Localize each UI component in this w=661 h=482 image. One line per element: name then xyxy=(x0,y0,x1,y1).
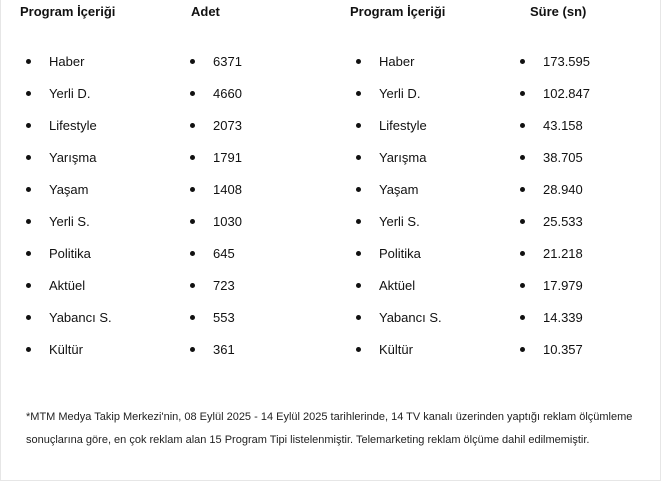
right-duration-cell: 38.705 xyxy=(543,150,583,165)
bullet-icon xyxy=(356,187,361,192)
bullet-icon xyxy=(520,219,525,224)
header-program-content-left: Program İçeriği xyxy=(20,4,116,19)
bullet-icon xyxy=(26,251,31,256)
left-count-cell: 723 xyxy=(213,278,235,293)
right-duration-cell: 17.979 xyxy=(543,278,583,293)
right-program-cell: Haber xyxy=(379,54,415,69)
left-count-cell: 2073 xyxy=(213,118,242,133)
bullet-icon xyxy=(520,251,525,256)
right-duration-cell: 14.339 xyxy=(543,310,583,325)
bullet-icon xyxy=(190,315,195,320)
bullet-icon xyxy=(26,123,31,128)
left-program-cell: Haber xyxy=(49,54,85,69)
bullet-icon xyxy=(356,91,361,96)
right-program-cell: Yerli D. xyxy=(379,86,421,101)
bullet-icon xyxy=(190,187,195,192)
right-program-cell: Politika xyxy=(379,246,421,261)
left-program-cell: Yarışma xyxy=(49,150,97,165)
table-row xyxy=(0,84,661,104)
right-program-cell: Yabancı S. xyxy=(379,310,442,325)
right-duration-cell: 21.218 xyxy=(543,246,583,261)
left-program-cell: Yerli S. xyxy=(49,214,90,229)
table-row xyxy=(0,244,661,264)
table-row xyxy=(0,148,661,168)
bullet-icon xyxy=(520,123,525,128)
bullet-icon xyxy=(190,91,195,96)
left-count-cell: 1030 xyxy=(213,214,242,229)
right-program-cell: Lifestyle xyxy=(379,118,427,133)
right-duration-cell: 10.357 xyxy=(543,342,583,357)
bullet-icon xyxy=(190,59,195,64)
bullet-icon xyxy=(356,315,361,320)
bullet-icon xyxy=(356,283,361,288)
footnote: *MTM Medya Takip Merkezi'nin, 08 Eylül 2025 - 14 Eylül 2025 tarihlerinde, 14 TV kanalı üzerinden yaptığı reklam ölçümleme sonuçlarına göre, en çok reklam alan 15 Program Tipi listelenmiştir. Telemarketing reklam ölçüme dahil edilmemiştir. xyxy=(26,411,633,446)
bullet-icon xyxy=(26,347,31,352)
left-program-cell: Aktüel xyxy=(49,278,86,293)
bullet-icon xyxy=(190,251,195,256)
bullet-icon xyxy=(520,283,525,288)
left-program-cell: Yabancı S. xyxy=(49,310,112,325)
bullet-icon xyxy=(190,123,195,128)
bullet-icon xyxy=(356,219,361,224)
right-duration-cell: 28.940 xyxy=(543,182,583,197)
left-count-cell: 1791 xyxy=(213,150,242,165)
table-row xyxy=(0,52,661,72)
left-count-cell: 645 xyxy=(213,246,235,261)
left-program-cell: Politika xyxy=(49,246,91,261)
bullet-icon xyxy=(520,347,525,352)
right-duration-cell: 25.533 xyxy=(543,214,583,229)
right-duration-cell: 102.847 xyxy=(543,86,590,101)
bullet-icon xyxy=(190,283,195,288)
right-program-cell: Yaşam xyxy=(379,182,419,197)
table-row xyxy=(0,276,661,296)
bullet-icon xyxy=(26,91,31,96)
bullet-icon xyxy=(356,59,361,64)
table-row xyxy=(0,340,661,360)
left-program-cell: Yaşam xyxy=(49,182,89,197)
header-program-content-right: Program İçeriği xyxy=(350,4,446,19)
bullet-icon xyxy=(356,155,361,160)
bullet-icon xyxy=(356,123,361,128)
bullet-icon xyxy=(520,91,525,96)
right-program-cell: Yarışma xyxy=(379,150,427,165)
left-count-cell: 553 xyxy=(213,310,235,325)
table-row xyxy=(0,212,661,232)
right-duration-cell: 43.158 xyxy=(543,118,583,133)
right-program-cell: Yerli S. xyxy=(379,214,420,229)
bullet-icon xyxy=(26,315,31,320)
right-duration-cell: 173.595 xyxy=(543,54,590,69)
left-program-cell: Yerli D. xyxy=(49,86,91,101)
bullet-icon xyxy=(190,219,195,224)
bullet-icon xyxy=(26,219,31,224)
bullet-icon xyxy=(520,187,525,192)
header-duration: Süre (sn) xyxy=(530,4,587,19)
header-count: Adet xyxy=(191,4,220,19)
bullet-icon xyxy=(520,315,525,320)
left-count-cell: 4660 xyxy=(213,86,242,101)
left-program-cell: Kültür xyxy=(49,342,83,357)
bullet-icon xyxy=(356,347,361,352)
bullet-icon xyxy=(190,347,195,352)
bullet-icon xyxy=(26,59,31,64)
table-row xyxy=(0,116,661,136)
left-count-cell: 6371 xyxy=(213,54,242,69)
right-program-cell: Kültür xyxy=(379,342,413,357)
left-count-cell: 1408 xyxy=(213,182,242,197)
bullet-icon xyxy=(356,251,361,256)
bullet-icon xyxy=(520,59,525,64)
left-count-cell: 361 xyxy=(213,342,235,357)
bullet-icon xyxy=(190,155,195,160)
bullet-icon xyxy=(520,155,525,160)
bullet-icon xyxy=(26,187,31,192)
bullet-icon xyxy=(26,283,31,288)
table-row xyxy=(0,308,661,328)
bullet-icon xyxy=(26,155,31,160)
right-program-cell: Aktüel xyxy=(379,278,416,293)
left-program-cell: Lifestyle xyxy=(49,118,97,133)
table-row xyxy=(0,180,661,200)
